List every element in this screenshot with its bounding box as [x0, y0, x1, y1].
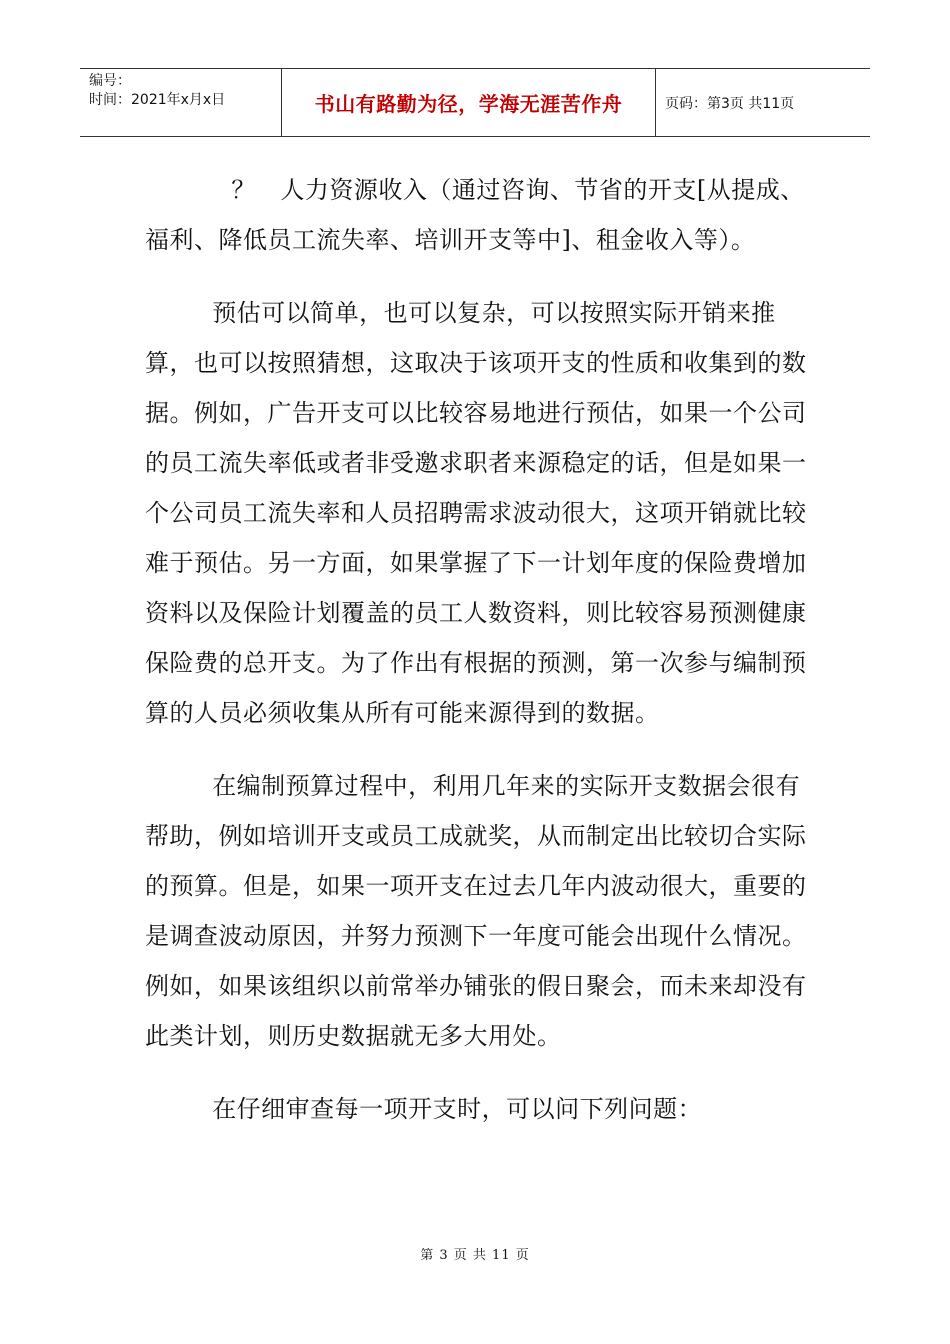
paragraph-hr-income-bullet: ？ 人力资源收入（通过咨询、节省的开支[从提成、福利、降低员工流失率、培训开支等中]、租金收入等）。 [145, 176, 805, 254]
header-meta [80, 69, 282, 136]
paragraph-estimation: 预估可以简单，也可以复杂，可以按照实际开销来推算，也可以按照猜想，这取决于该项开支的性质和收集到的数据。例如，广告开支可以比较容易地进行预估，如果一个公司的员工流失率低或者非受邀求职者来源稳定的话，但是如果一个公司员工流失率和人员招聘需求波动很大，这项开销就比较难于预估。另一方面，如果掌握了下一计划年度的保险费增加资料以及保险计划覆盖的员工人数资料，则比较容易预测健康保险费的总开支。为了作出有根据的预测，第一次参与编制预算的人员必须收集从所有可能来源得到的数据。 [145, 299, 807, 727]
paragraph-review-questions: 在仔细审查每一项开支时，可以问下列问题： [212, 1095, 703, 1123]
document-body [145, 165, 810, 1157]
document-number-label: 编号： [89, 73, 131, 89]
header-motto: 书山有路勤为径，学海无涯苦作舟 [282, 69, 656, 136]
document-time-label: 时间：2021年x月x日 [89, 92, 226, 108]
paragraph-historical-data: 在编制预算过程中，利用几年来的实际开支数据会很有帮助，例如培训开支或员工成就奖，从而制定出比较切合实际的预算。但是，如果一项开支在过去几年内波动很大，重要的是调查波动原因，并努力预测下一年度可能会出现什么情况。例如，如果该组织以前常举办铺张的假日聚会，而未来却没有此类计划，则历史数据就无多大用处。 [145, 772, 807, 1050]
page-header [80, 68, 870, 137]
header-page-info: 页码：第3页 共11页 [665, 95, 795, 112]
page-footer: 第 3 页 共 11 页 [420, 1248, 530, 1263]
